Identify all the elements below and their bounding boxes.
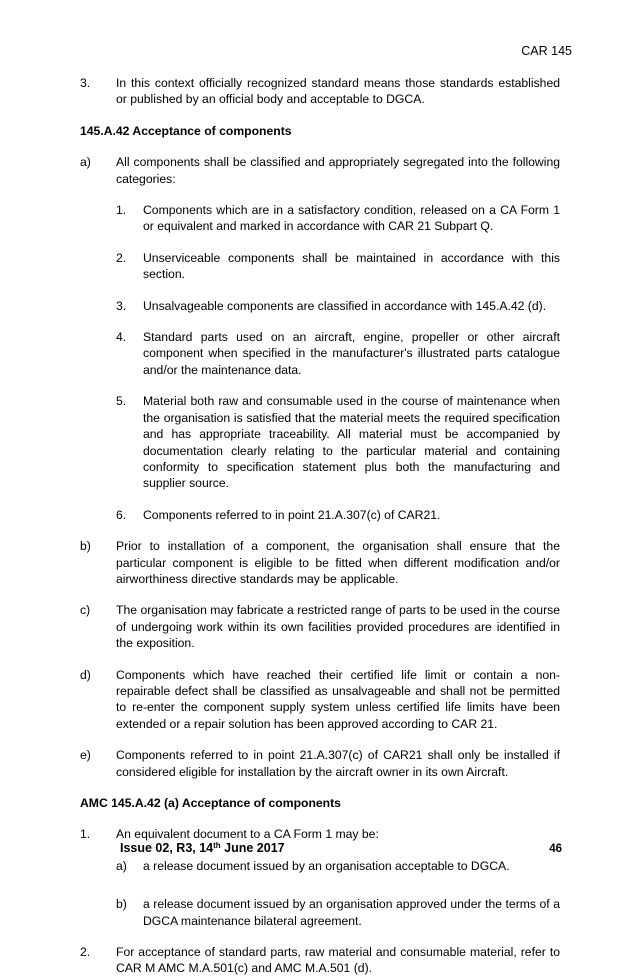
paragraph-b: b) Prior to installation of a component, the organisation shall ensure that the particular component is eligible to be fitted when different modification and/or airworthiness directive standards may be applicable.: [80, 539, 560, 586]
amc-item-b: b) a release document issued by an organisation approved under the terms of a DGCA maintenance bilateral agreement.: [116, 897, 560, 928]
amc-paragraph-1: 1. An equivalent document to a CA Form 1 may be:: [80, 827, 379, 842]
paragraph-e: e) Components referred to in point 21.A.307(c) of CAR21 shall only be installed if considered eligible for installation by the aircraft owner in its own Aircraft.: [80, 748, 560, 779]
paragraph-c: c) The organisation may fabricate a restricted range of parts to be used in the course of undergoing work within its own facilities provided procedures are identified in the exposition.: [80, 603, 560, 651]
amc-paragraph-2: 2. For acceptance of standard parts, raw material and consumable material, refer to CAR M AMC M.A.501(c) and AMC M.A.501 (d).: [80, 945, 560, 976]
category-item: 5. Material both raw and consumable used in the course of maintenance when the organisation is satisfied that the material meets the required specification and has appropriate traceability. All material must be accompanied by documentation clearly relating to the particular material and containing conformity to specification statement plus both the manufacturing and supplier source.: [116, 394, 560, 491]
intro-paragraph: 3. In this context officially recognized standard means those standards established or published by an official body and acceptable to DGCA.: [80, 76, 560, 107]
category-item: 3. Unsalvageable components are classified in accordance with 145.A.42 (d).: [116, 298, 547, 313]
document-reference: CAR 145: [521, 44, 572, 58]
section-heading-145-a-42: 145.A.42 Acceptance of components: [80, 123, 292, 138]
footer-issue: Issue 02, R3, 14th June 2017: [120, 841, 285, 855]
amc-item-a: a) a release document issued by an organisation acceptable to DGCA.: [116, 858, 510, 873]
category-item: 1. Components which are in a satisfactory condition, released on a CA Form 1 or equivalent and marked in accordance with CAR 21 Subpart Q.: [116, 203, 560, 234]
category-item: 2. Unserviceable components shall be maintained in accordance with this section.: [116, 250, 560, 282]
section-heading-amc-145-a-42: AMC 145.A.42 (a) Acceptance of components: [80, 796, 341, 810]
paragraph-d: d) Components which have reached their certified life limit or contain a non-repairable defect shall be classified as unsalvageable and shall not be permitted to re-enter the component supply system unless certified life limits have been extended or a repair solution has been approved according to CAR 21.: [80, 667, 560, 731]
category-item: 6. Components referred to in point 21.A.307(c) of CAR21.: [116, 507, 441, 522]
page-number: 46: [549, 843, 562, 855]
paragraph-a: a) All components shall be classified and appropriately segregated into the following categories:: [80, 155, 560, 186]
category-item: 4. Standard parts used on an aircraft, engine, propeller or other aircraft component when specified in the manufacturer's illustrated parts catalogue and/or the maintenance data.: [116, 330, 560, 377]
